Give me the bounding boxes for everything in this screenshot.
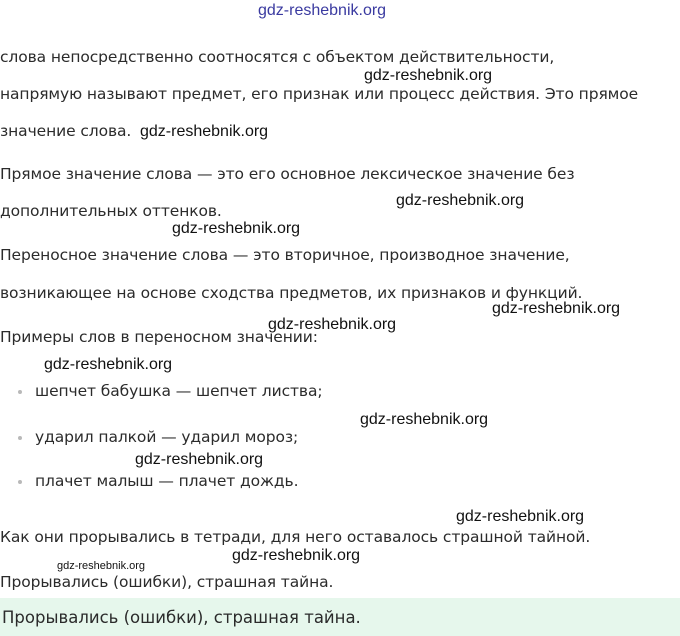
intro-line-3: значение слова. <box>0 122 132 140</box>
bullet-icon <box>18 390 22 394</box>
intro-line-2: напрямую называют предмет, его признак или процесс действия. Это прямое <box>0 85 639 103</box>
watermark: gdz-reshebnik.org <box>396 192 525 209</box>
examples-heading: Примеры слов в переносном значении: <box>0 328 318 346</box>
watermark: gdz-reshebnik.org <box>140 123 269 140</box>
watermark: gdz-reshebnik.org <box>360 411 489 428</box>
example-item: плачет малыш — плачет дождь. <box>35 472 299 490</box>
watermark: gdz-reshebnik.org <box>172 220 301 237</box>
bullet-icon <box>18 480 22 484</box>
bullet-icon <box>18 436 22 440</box>
task-sentence: Как они прорывались в тетради, для него оставалось страшной тайной. <box>0 528 591 546</box>
watermark: gdz-reshebnik.org <box>456 508 585 525</box>
figurative-meaning-line-1: Переносное значение слова — это вторичное, производное значение, <box>0 246 570 264</box>
watermark: gdz-reshebnik.org <box>268 316 397 333</box>
task-analysis: Прорывались (ошибки), страшная тайна. <box>0 573 334 591</box>
watermark: gdz-reshebnik.org <box>57 560 146 572</box>
watermark: gdz-reshebnik.org <box>232 547 361 564</box>
figurative-meaning-line-2: возникающее на основе сходства предметов, их признаков и функций. <box>0 284 583 302</box>
watermark: gdz-reshebnik.org <box>258 2 387 19</box>
example-item: ударил палкой — ударил мороз; <box>35 428 299 446</box>
watermark: gdz-reshebnik.org <box>364 67 493 84</box>
example-item: шепчет бабушка — шепчет листва; <box>35 382 323 400</box>
watermark: gdz-reshebnik.org <box>492 300 621 317</box>
watermark: gdz-reshebnik.org <box>135 451 264 468</box>
answer-text: Прорывались (ошибки), страшная тайна. <box>2 608 361 627</box>
intro-line-1: слова непосредственно соотносятся с объектом действительности, <box>0 48 555 66</box>
watermark: gdz-reshebnik.org <box>44 356 173 373</box>
direct-meaning-line-2: дополнительных оттенков. <box>0 202 222 220</box>
direct-meaning-line-1: Прямое значение слова — это его основное лексическое значение без <box>0 165 575 183</box>
